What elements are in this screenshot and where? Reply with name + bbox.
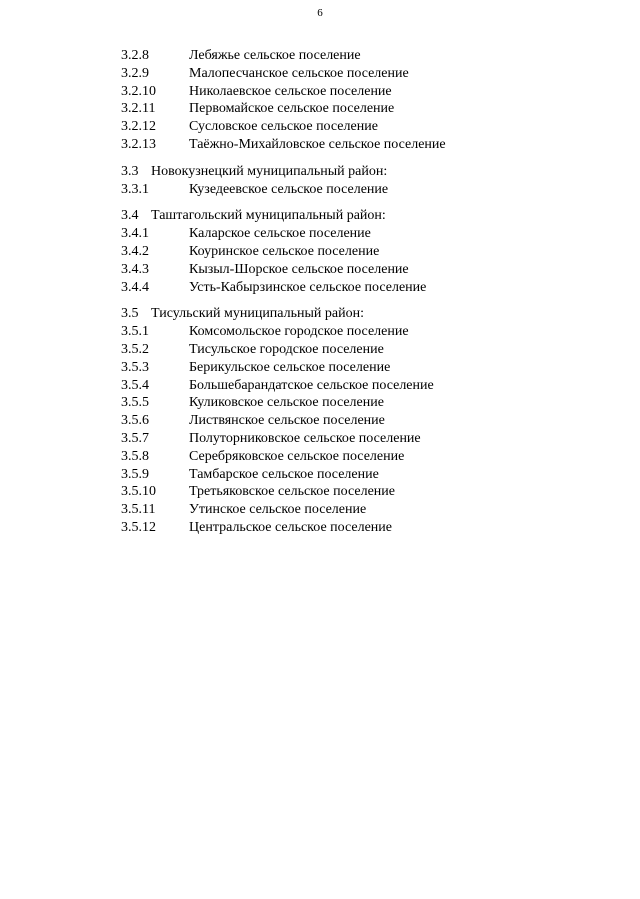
list-item (121, 359, 601, 377)
item-number: 3.5.7 (121, 430, 149, 446)
list-item (121, 341, 601, 359)
item-number: 3.5.12 (121, 519, 156, 535)
item-name: Куликовское сельское поселение (189, 395, 384, 411)
list-item (121, 448, 601, 466)
item-number: 3.2.10 (121, 83, 156, 99)
section-number: 3.4 (121, 208, 139, 224)
list-item (121, 181, 601, 199)
item-name: Усть-Кабырзинское сельское поселение (189, 279, 427, 295)
list-item (121, 83, 601, 101)
list-item (121, 394, 601, 412)
list-item (121, 377, 601, 395)
item-name: Каларское сельское поселение (189, 226, 371, 242)
section-header (121, 163, 601, 181)
section-novokuznetsky (121, 163, 601, 199)
item-number: 3.4.2 (121, 243, 149, 259)
item-number: 3.2.8 (121, 48, 149, 63)
list-item (121, 412, 601, 430)
section-tashtagolsky (121, 207, 601, 296)
list-item (121, 261, 601, 279)
item-number: 3.4.3 (121, 261, 149, 277)
item-name: Николаевское сельское поселение (189, 83, 392, 99)
item-number: 3.5.8 (121, 448, 149, 464)
section-header (121, 207, 601, 225)
item-number: 3.5.1 (121, 324, 149, 340)
item-name: Лебяжье сельское поселение (189, 48, 361, 63)
section-header (121, 305, 601, 323)
item-number: 3.4.1 (121, 226, 149, 242)
section-title: Таштагольский муниципальный район: (151, 208, 386, 224)
item-name: Первомайское сельское поселение (189, 101, 395, 117)
item-name: Сусловское сельское поселение (189, 119, 378, 135)
item-name: Полуторниковское сельское поселение (189, 430, 421, 446)
item-number: 3.4.4 (121, 279, 149, 295)
list-item (121, 430, 601, 448)
section-number: 3.5 (121, 306, 139, 322)
item-name: Большебарандатское сельское поселение (189, 377, 434, 393)
item-name: Центральское сельское поселение (189, 519, 392, 535)
item-name: Листвянское сельское поселение (189, 413, 385, 429)
item-number: 3.5.9 (121, 466, 149, 482)
item-number: 3.2.11 (121, 101, 156, 117)
item-number: 3.5.4 (121, 377, 149, 393)
item-name: Таёжно-Михайловское сельское поселение (189, 136, 446, 152)
item-name: Кызыл-Шорское сельское поселение (189, 261, 409, 277)
list-item (121, 483, 601, 501)
list-item (121, 47, 601, 65)
item-number: 3.5.5 (121, 395, 149, 411)
item-name: Утинское сельское поселение (189, 502, 367, 518)
item-name: Тамбарское сельское поселение (189, 466, 379, 482)
list-item (121, 519, 601, 537)
section-title: Новокузнецкий муниципальный район: (151, 163, 388, 179)
list-item (121, 243, 601, 261)
item-name: Тисульское городское поселение (189, 341, 384, 357)
section-tisulsky (121, 305, 601, 536)
list-item (121, 100, 601, 118)
list-item (121, 323, 601, 341)
list-item (121, 225, 601, 243)
item-number: 3.2.9 (121, 65, 149, 81)
section-continued (121, 47, 601, 154)
item-name: Третьяковское сельское поселение (189, 484, 395, 500)
list-item (121, 118, 601, 136)
item-name: Берикульское сельское поселение (189, 359, 391, 375)
item-number: 3.5.6 (121, 413, 149, 429)
section-title: Тисульский муниципальный район: (151, 306, 364, 322)
section-number: 3.3 (121, 163, 139, 179)
list-item (121, 501, 601, 519)
item-name: Малопесчанское сельское поселение (189, 65, 409, 81)
item-name: Комсомольское городское поселение (189, 324, 409, 340)
item-number: 3.3.1 (121, 181, 149, 197)
item-number: 3.2.13 (121, 136, 156, 152)
item-number: 3.5.11 (121, 502, 156, 518)
item-number: 3.5.3 (121, 359, 149, 375)
item-number: 3.2.12 (121, 119, 156, 135)
list-item (121, 466, 601, 484)
item-number: 3.5.2 (121, 341, 149, 357)
item-number: 3.5.10 (121, 484, 156, 500)
document-body (121, 47, 601, 546)
list-item (121, 65, 601, 83)
list-item (121, 279, 601, 297)
item-name: Кузедеевское сельское поселение (189, 181, 389, 197)
item-name: Серебряковское сельское поселение (189, 448, 405, 464)
page-number: 6 (317, 7, 323, 19)
list-item (121, 136, 601, 154)
item-name: Коуринское сельское поселение (189, 243, 380, 259)
